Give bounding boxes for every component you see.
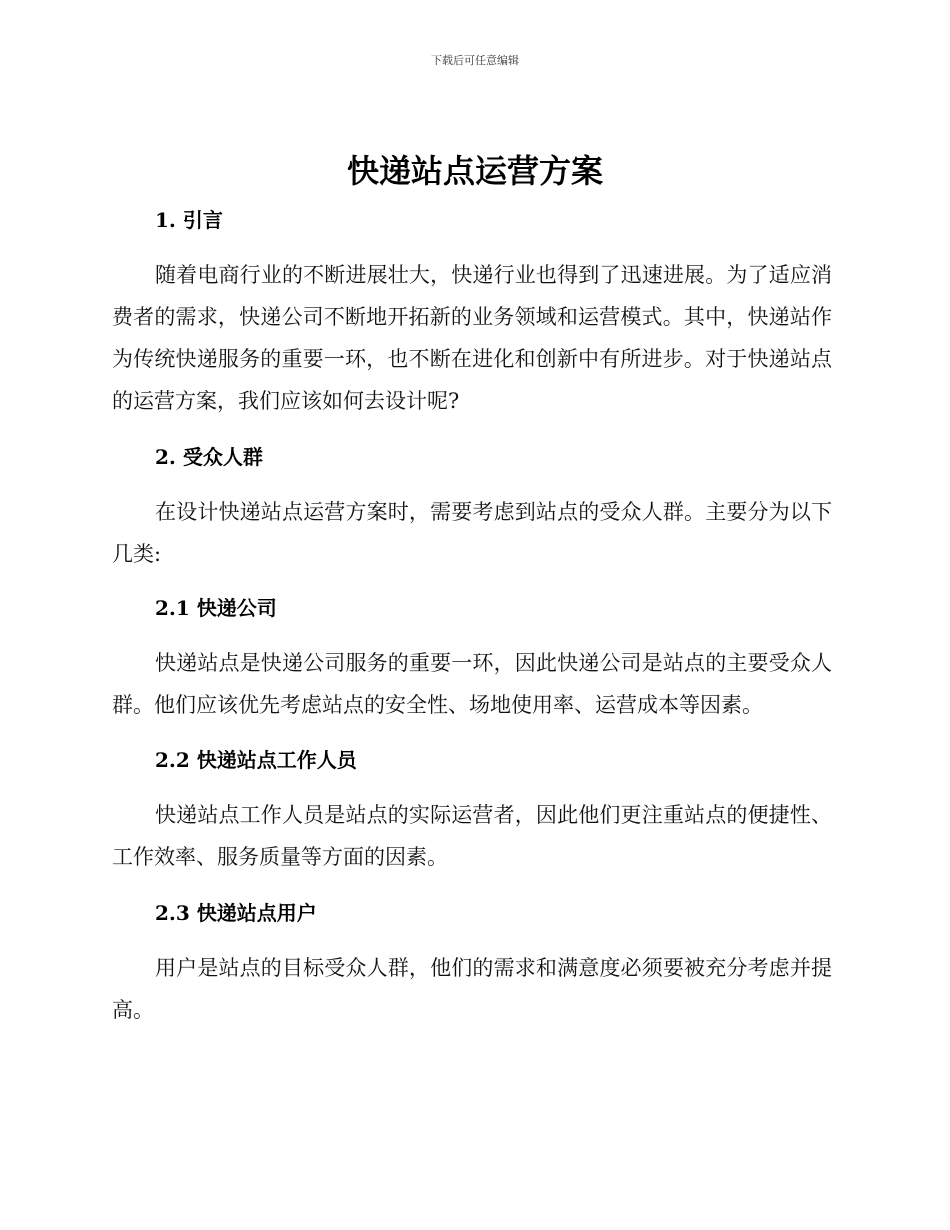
- section-paragraph-courier-company: 快递站点是快递公司服务的重要一环，因此快递公司是站点的主要受众人群。他们应该优先考虑站点的安全性、场地使用率、运营成本等因素。: [112, 651, 832, 717]
- section-paragraph-station-staff: 快递站点工作人员是站点的实际运营者，因此他们更注重站点的便捷性、工作效率、服务质量等方面的因素。: [112, 803, 832, 869]
- section-heading-station-staff: 2.2 快递站点工作人员: [155, 748, 357, 772]
- section-paragraph-audience: 在设计快递站点运营方案时，需要考虑到站点的受众人群。主要分为以下几类:: [112, 500, 832, 566]
- section-paragraph-station-users: 用户是站点的目标受众人群，他们的需求和满意度必须要被充分考虑并提高。: [112, 956, 832, 1022]
- page-header-note: 下载后可任意编辑: [431, 54, 519, 67]
- section-heading-introduction: 1. 引言: [155, 208, 223, 232]
- section-heading-courier-company: 2.1 快递公司: [155, 596, 277, 620]
- section-heading-station-users: 2.3 快递站点用户: [155, 901, 317, 925]
- section-heading-audience: 2. 受众人群: [155, 445, 263, 469]
- section-paragraph-introduction: 随着电商行业的不断进展壮大，快递行业也得到了迅速进展。为了适应消费者的需求，快递公司不断地开拓新的业务领域和运营模式。其中，快递站作为传统快递服务的重要一环，也不断在进化和创新中有所进步。对于快递站点的运营方案，我们应该如何去设计呢?: [112, 263, 832, 413]
- document-title: 快递站点运营方案: [346, 152, 603, 190]
